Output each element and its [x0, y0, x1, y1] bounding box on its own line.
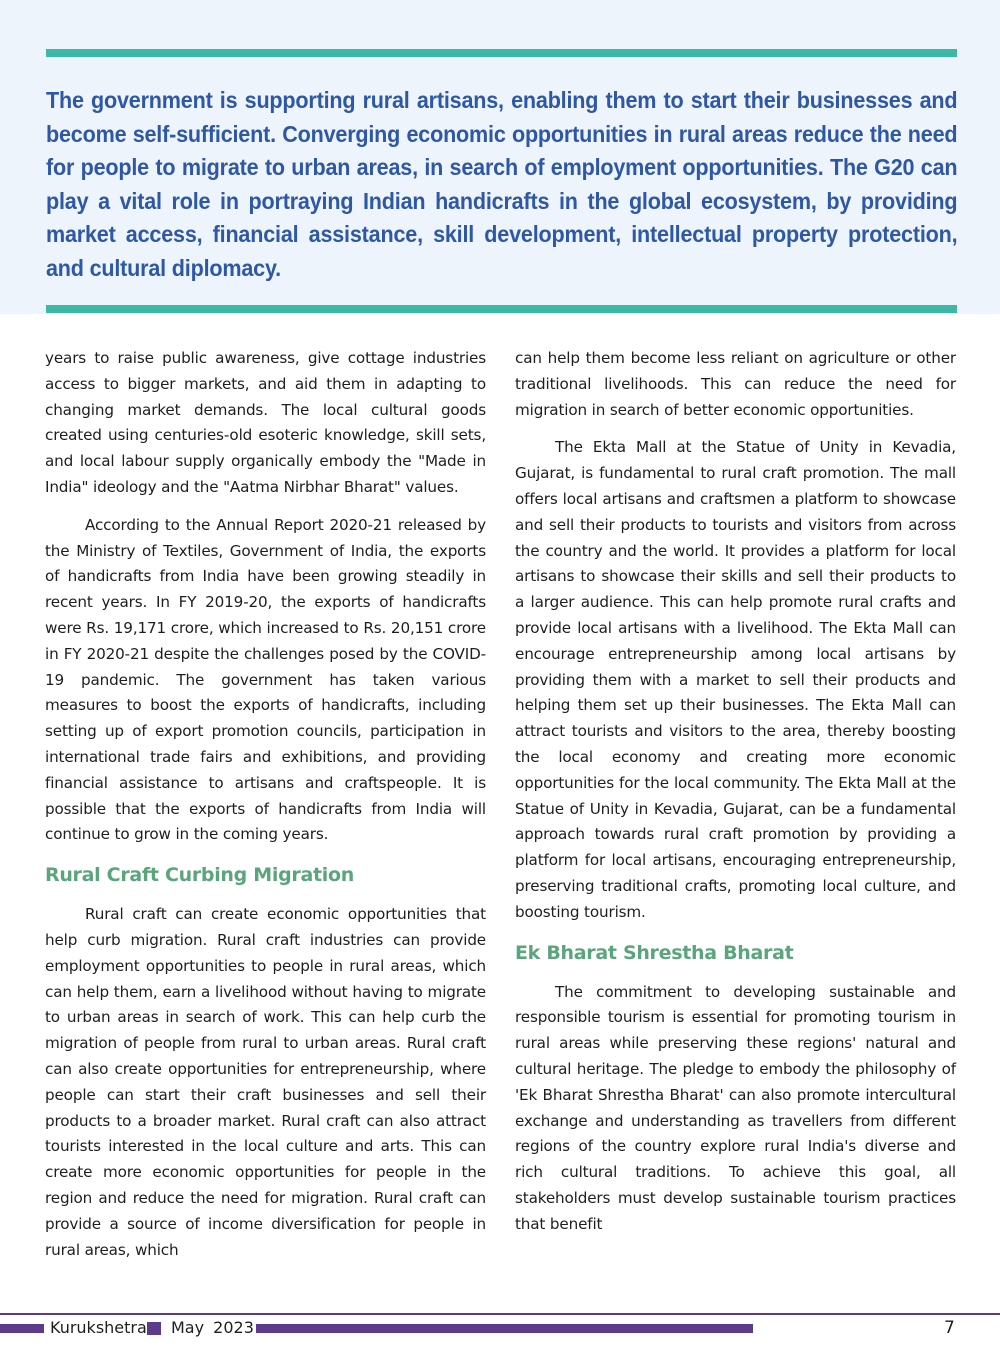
paragraph: According to the Annual Report 2020-21 released by the Ministry of Textiles, Government of India, the exports of handicrafts from India have been growing steadily in recent years. In FY 2019-20, the exports of handicrafts were Rs. 19,171 crore, which increased to Rs. 20,151 crore in FY 2020-21 despite the challenges posed by the COVID-19 pandemic. The government has taken various measures to boost the exports of handicrafts, including setting up of export promotion councils, participation in international trade fairs and exhibitions, and providing financial assistance to artisans and craftspeople. It is possible that the exports of handicrafts from India will continue to grow in the coming years.	[45, 515, 486, 844]
paragraph: Rural craft can create economic opportunities that help curb migration. Rural craft industries can provide employment opportunities to people in rural areas, which can help them, earn a livelihood without having to migrate to urban areas in search of work. This can help curb the migration of people from rural to urban areas. Rural craft can also create opportunities for entrepreneurship, where people can start their craft businesses and sell their products to a broader market. Rural craft can also attract tourists interested in the local culture and arts. This can create more economic opportunities for people in the region and reduce the need for migration. Rural craft can provide a source of income diversification for people in rural areas, which	[45, 905, 486, 1259]
callout-bottom-rule	[46, 305, 957, 313]
left-column	[45, 346, 486, 1275]
footer-rule	[0, 1313, 1000, 1315]
right-column	[515, 346, 956, 1250]
paragraph: can help them become less reliant on agriculture or other traditional livelihoods. This can reduce the need for migration in search of better economic opportunities.	[515, 349, 956, 419]
section-heading: Ek Bharat Shrestha Bharat	[515, 941, 794, 964]
footer-bar-left	[0, 1324, 44, 1333]
magazine-name: Kurukshetra	[50, 1318, 147, 1337]
callout-top-rule	[46, 49, 957, 57]
page-number: 7	[944, 1318, 955, 1338]
issue-date: May 2023	[171, 1318, 254, 1337]
section-heading: Rural Craft Curbing Migration	[45, 864, 354, 887]
paragraph: The commitment to developing sustainable and responsible tourism is essential for promoting tourism in rural areas while preserving these regions' natural and cultural heritage. The pledge to embody the philosophy of 'Ek Bharat Shrestha Bharat' can also promote intercultural exchange and understanding as travellers from different regions of the country explore rural India's diverse and rich cultural traditions. To achieve this goal, all stakeholders must develop sustainable tourism practices that benefit	[515, 982, 956, 1233]
paragraph: years to raise public awareness, give cottage industries access to bigger markets, and aid them in adapting to changing market demands. The local cultural goods created using centuries-old esoteric knowledge, skill sets, and local labour supply organically embody the "Made in India" ideology and the "Aatma Nirbhar Bharat" values.	[45, 349, 486, 496]
callout-text: The government is supporting rural artisans, enabling them to start their businesses and become self-sufficient. Converging economic opportunities in rural areas reduce the need for people to migrate to urban areas, in search of employment opportunities. The G20 can play a vital role in portraying Indian handicrafts in the global ecosystem, by providing market access, financial assistance, skill development, intellectual property protection, and cultural diplomacy.	[46, 87, 958, 281]
footer-bar-right	[256, 1324, 753, 1333]
paragraph: The Ekta Mall at the Statue of Unity in Kevadia, Gujarat, is fundamental to rural craft promotion. The mall offers local artisans and craftsmen a platform to showcase and sell their products to tourists and visitors from across the country and the world. It provides a platform for local artisans to showcase their skills and sell their products to a larger audience. This can help promote rural crafts and provide local artisans with a livelihood. The Ekta Mall can encourage entrepreneurship among local artisans by providing them with a market to sell their products and helping them set up their businesses. The Ekta Mall can attract tourists and visitors to the area, thereby boosting the local economy and creating more economic opportunities for the local community. The Ekta Mall at the Statue of Unity in Kevadia, Gujarat, can be a fundamental approach towards rural craft promotion by providing a platform for local artisans, encouraging entrepreneurship, preserving traditional crafts, promoting local culture, and boosting tourism.	[515, 438, 956, 921]
footer-separator-square	[147, 1322, 161, 1335]
callout-box	[0, 0, 1000, 314]
